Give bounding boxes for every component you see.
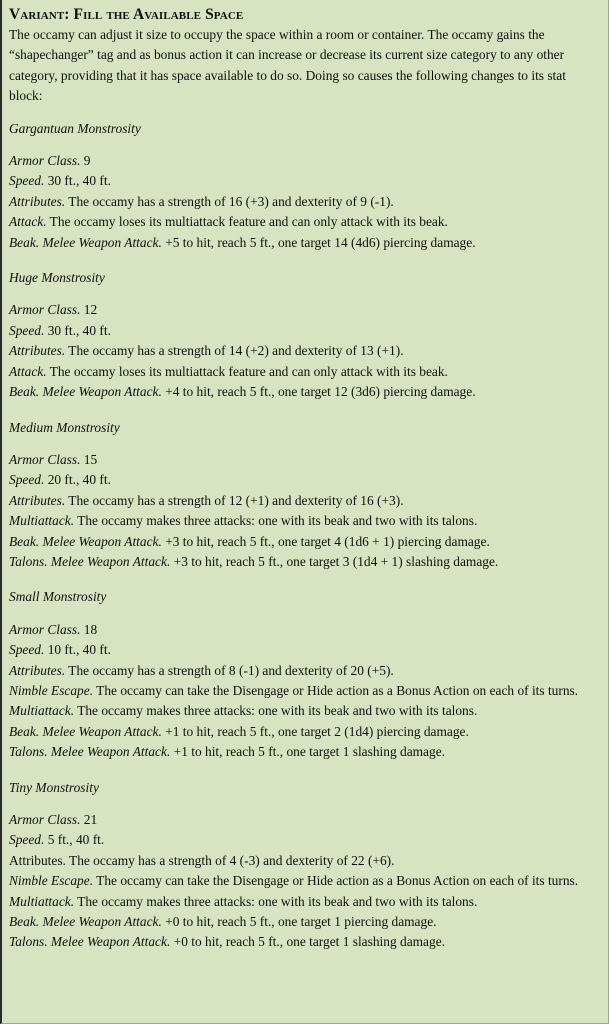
size-section	[9, 268, 600, 402]
stat-label: Speed.	[9, 173, 45, 189]
stat-label: Beak. Melee Weapon Attack.	[9, 914, 162, 930]
stat-line	[9, 830, 600, 850]
stat-label: Attributes.	[9, 492, 66, 508]
stat-label: Attributes.	[9, 662, 66, 678]
stat-label: Speed.	[9, 322, 45, 338]
stat-value: 21	[83, 812, 98, 827]
stat-line	[9, 722, 600, 742]
stat-label: Beak. Melee Weapon Attack.	[9, 234, 162, 250]
stat-label: Attributes.	[9, 193, 66, 209]
stat-label: Nimble Escape.	[9, 682, 94, 698]
stat-value: The occamy makes three attacks: one with its beak and two with its talons.	[77, 703, 478, 719]
stat-label: Armor Class.	[9, 302, 81, 318]
stat-label: Multiattack.	[9, 513, 75, 529]
stat-value: +0 to hit, reach 5 ft., one target 1 slashing damage.	[173, 934, 445, 950]
stat-value: 5 ft., 40 ft.	[47, 832, 105, 848]
stat-label: Multiattack.	[9, 893, 75, 909]
stat-value: The occamy loses its multiattack feature and can only attack with its beak.	[49, 363, 448, 379]
stat-label: Talons. Melee Weapon Attack.	[9, 553, 171, 569]
stat-label: Multiattack.	[9, 703, 75, 719]
stat-label: Nimble Escape.	[9, 873, 94, 889]
stat-label: Beak. Melee Weapon Attack.	[9, 533, 162, 549]
size-section	[9, 587, 600, 762]
stat-line	[9, 171, 600, 191]
stat-value: The occamy loses its multiattack feature and can only attack with its beak.	[49, 214, 448, 230]
stat-line	[9, 382, 600, 402]
size-section	[9, 778, 600, 953]
stat-value: The occamy makes three attacks: one with its beak and two with its talons.	[77, 893, 478, 909]
stat-value: 9	[83, 153, 91, 169]
stat-label: Speed.	[9, 472, 45, 488]
stat-label: Attack.	[9, 214, 47, 230]
stat-line	[9, 810, 600, 830]
stat-value: The occamy can take the Disengage or Hide action as a Bonus Action on each of its turns.	[96, 873, 579, 889]
stat-line	[9, 932, 600, 952]
stat-line	[9, 511, 600, 531]
size-section-title: Medium Monstrosity	[9, 419, 120, 435]
stat-line	[9, 532, 600, 552]
stat-value: 30 ft., 40 ft.	[47, 173, 111, 189]
stat-value: +5 to hit, reach 5 ft., one target 14 (4d6) piercing damage.	[165, 234, 476, 250]
stat-label: Speed.	[9, 832, 45, 848]
stat-value: The occamy has a strength of 16 (+3) and dexterity of 9 (-1).	[68, 193, 394, 209]
stat-line	[9, 871, 600, 891]
stat-line	[9, 300, 600, 320]
stat-value: 15	[83, 451, 98, 467]
stat-label: Attack.	[9, 363, 47, 379]
size-section-title: Huge Monstrosity	[9, 270, 105, 286]
stat-value: 20 ft., 40 ft.	[47, 472, 111, 488]
variant-title: Variant: Fill the Available Space	[9, 6, 244, 23]
stat-label: Beak. Melee Weapon Attack.	[9, 384, 162, 400]
size-sections	[9, 119, 600, 953]
stat-line	[9, 892, 600, 912]
stat-label: Talons. Melee Weapon Attack.	[9, 934, 171, 950]
stat-value: The occamy has a strength of 14 (+2) and dexterity of 13 (+1).	[68, 343, 404, 359]
stat-line	[9, 470, 600, 490]
stat-value: +4 to hit, reach 5 ft., one target 12 (3d6) piercing damage.	[165, 384, 476, 400]
stat-line	[9, 362, 600, 382]
stat-label: Beak. Melee Weapon Attack.	[9, 723, 162, 739]
stat-label: Armor Class.	[9, 153, 81, 169]
stat-line	[9, 341, 600, 361]
stat-value: +3 to hit, reach 5 ft., one target 4 (1d6 + 1) piercing damage.	[165, 533, 490, 549]
stat-value: +1 to hit, reach 5 ft., one target 1 slashing damage.	[173, 744, 445, 760]
stat-line	[9, 640, 600, 660]
stat-value: +3 to hit, reach 5 ft., one target 3 (1d4 + 1) slashing damage.	[173, 553, 499, 569]
stat-line	[9, 450, 600, 470]
stat-value: The occamy has a strength of 8 (-1) and dexterity of 20 (+5).	[68, 662, 394, 678]
stat-line	[9, 620, 600, 640]
variant-intro: The occamy can adjust it size to occupy the space within a room or container. The occamy gains the “shapechanger” tag and as bonus action it can increase or decrease its current size category to any other category, providing that it has space available to do so. Doing so causes the following changes to its stat block:	[9, 27, 566, 104]
stat-label: Armor Class.	[9, 451, 81, 467]
size-section-title: Tiny Monstrosity	[9, 779, 99, 795]
stat-value: 10 ft., 40 ft.	[47, 642, 111, 658]
stat-value: The occamy can take the Disengage or Hide action as a Bonus Action on each of its turns.	[96, 682, 579, 698]
stat-line	[9, 912, 600, 932]
stat-line	[9, 491, 600, 511]
stat-line	[9, 851, 600, 871]
stat-label: Armor Class.	[9, 621, 81, 637]
stat-line	[9, 192, 600, 212]
stat-line	[9, 321, 600, 341]
stat-label: Armor Class.	[9, 812, 81, 827]
stat-line	[9, 742, 600, 762]
stat-line	[9, 233, 600, 253]
stat-label: Speed.	[9, 642, 45, 658]
size-section	[9, 119, 600, 253]
stat-value: 30 ft., 40 ft.	[47, 322, 111, 338]
stat-value: Attributes. The occamy has a strength of 4 (-3) and dexterity of 22 (+6).	[9, 852, 395, 868]
stat-value: +1 to hit, reach 5 ft., one target 2 (1d4) piercing damage.	[165, 723, 469, 739]
stat-label: Attributes.	[9, 343, 66, 359]
stat-value: The occamy has a strength of 12 (+1) and dexterity of 16 (+3).	[68, 492, 404, 508]
stat-line	[9, 701, 600, 721]
stat-line	[9, 151, 600, 171]
stat-value: +0 to hit, reach 5 ft., one target 1 piercing damage.	[165, 914, 437, 930]
stat-value: The occamy makes three attacks: one with its beak and two with its talons.	[77, 513, 478, 529]
size-section	[9, 418, 600, 573]
size-section-title: Gargantuan Monstrosity	[9, 120, 141, 136]
stat-label: Talons. Melee Weapon Attack.	[9, 744, 171, 760]
stat-line	[9, 552, 600, 572]
stat-value: 18	[83, 621, 98, 637]
size-section-title: Small Monstrosity	[9, 589, 107, 605]
stat-value: 12	[83, 302, 98, 318]
stat-line	[9, 681, 600, 701]
stat-line	[9, 661, 600, 681]
stat-line	[9, 212, 600, 232]
